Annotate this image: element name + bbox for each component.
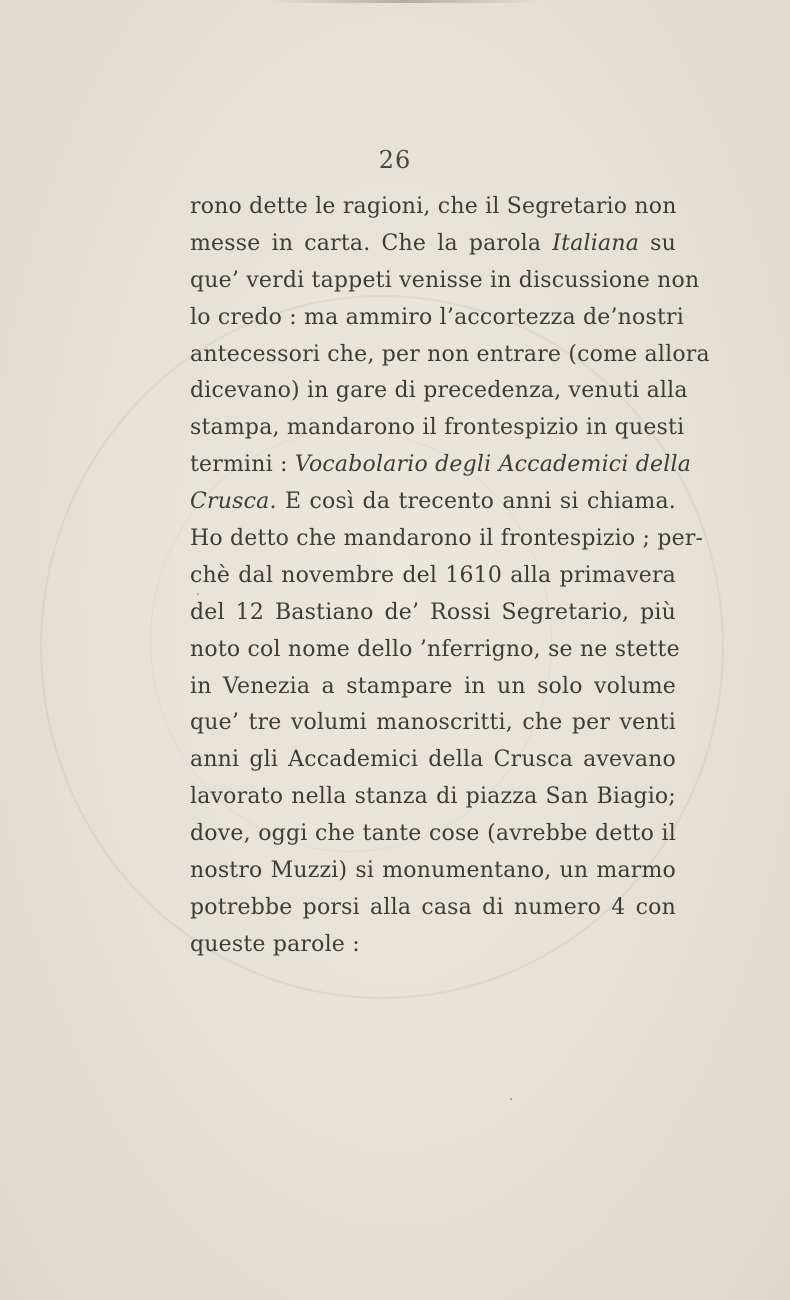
- text-line: [190, 447, 692, 484]
- text-run: del 12 Bastiano de’ Rossi Segretario, più: [190, 599, 676, 625]
- text-line: [190, 669, 676, 706]
- text-line: [190, 595, 676, 632]
- text-run: stampa, mandarono il frontespizio in questi: [190, 415, 685, 441]
- text-line: [190, 853, 676, 890]
- text-run: queste parole :: [190, 931, 360, 957]
- page-top-edge-shadow: [270, 0, 540, 3]
- text-line: [190, 263, 700, 300]
- text-run: in Venezia a stampare in un solo volume: [190, 673, 676, 699]
- text-run: nostro Muzzi) si monumentano, un marmo: [190, 858, 676, 884]
- text-run: Ho detto che mandarono il frontespizio ; per-: [190, 526, 704, 552]
- text-line: [190, 410, 685, 447]
- text-line: [190, 927, 676, 964]
- text-line: [190, 779, 676, 816]
- page-number: 26: [378, 146, 412, 174]
- text-run: anni gli Accademici della Crusca avevano: [190, 747, 676, 773]
- text-line: [190, 705, 676, 742]
- text-run: messe in carta. Che la parola: [190, 230, 553, 256]
- text-run: lo credo : ma ammiro l’accortezza de’nostri: [190, 304, 684, 330]
- text-line: [190, 632, 680, 669]
- text-line: [190, 300, 684, 337]
- text-run: termini :: [190, 452, 295, 478]
- text-run: dove, oggi che tante cose (avrebbe detto il: [190, 821, 676, 847]
- paper-speck: [510, 1098, 512, 1100]
- paper-speck: [197, 593, 199, 595]
- text-run: noto col nome dello ’nferrigno, se ne stette: [190, 636, 680, 662]
- text-run: que’ verdi tappeti venisse in discussione non: [190, 267, 700, 293]
- italic-text: Vocabolario degli Accademici della: [294, 452, 692, 478]
- text-run: E così da trecento anni si chiama.: [276, 489, 676, 515]
- text-line: [190, 558, 676, 595]
- text-line: [190, 484, 676, 521]
- text-run: su: [639, 230, 676, 256]
- italic-text: Crusca.: [190, 489, 277, 515]
- italic-text: Italiana: [552, 230, 640, 256]
- text-run: potrebbe porsi alla casa di numero 4 con: [190, 894, 676, 920]
- text-line: [190, 890, 676, 927]
- text-line: [190, 373, 688, 410]
- text-run: rono dette le ragioni, che il Segretario non: [190, 194, 677, 219]
- text-line: [190, 742, 676, 779]
- text-run: que’ tre volumi manoscritti, che per venti: [190, 710, 676, 736]
- text-line: [190, 521, 704, 558]
- text-line: [190, 337, 710, 374]
- text-run: lavorato nella stanza di piazza San Biagio;: [190, 784, 676, 810]
- text-run: dicevano) in gare di precedenza, venuti alla: [190, 378, 688, 404]
- text-line: [190, 226, 676, 263]
- body-text: [190, 189, 710, 964]
- text-line: [190, 189, 676, 226]
- text-run: chè dal novembre del 1610 alla primavera: [190, 562, 676, 588]
- text-line: [190, 816, 676, 853]
- text-run: antecessori che, per non entrare (come allora: [190, 341, 710, 367]
